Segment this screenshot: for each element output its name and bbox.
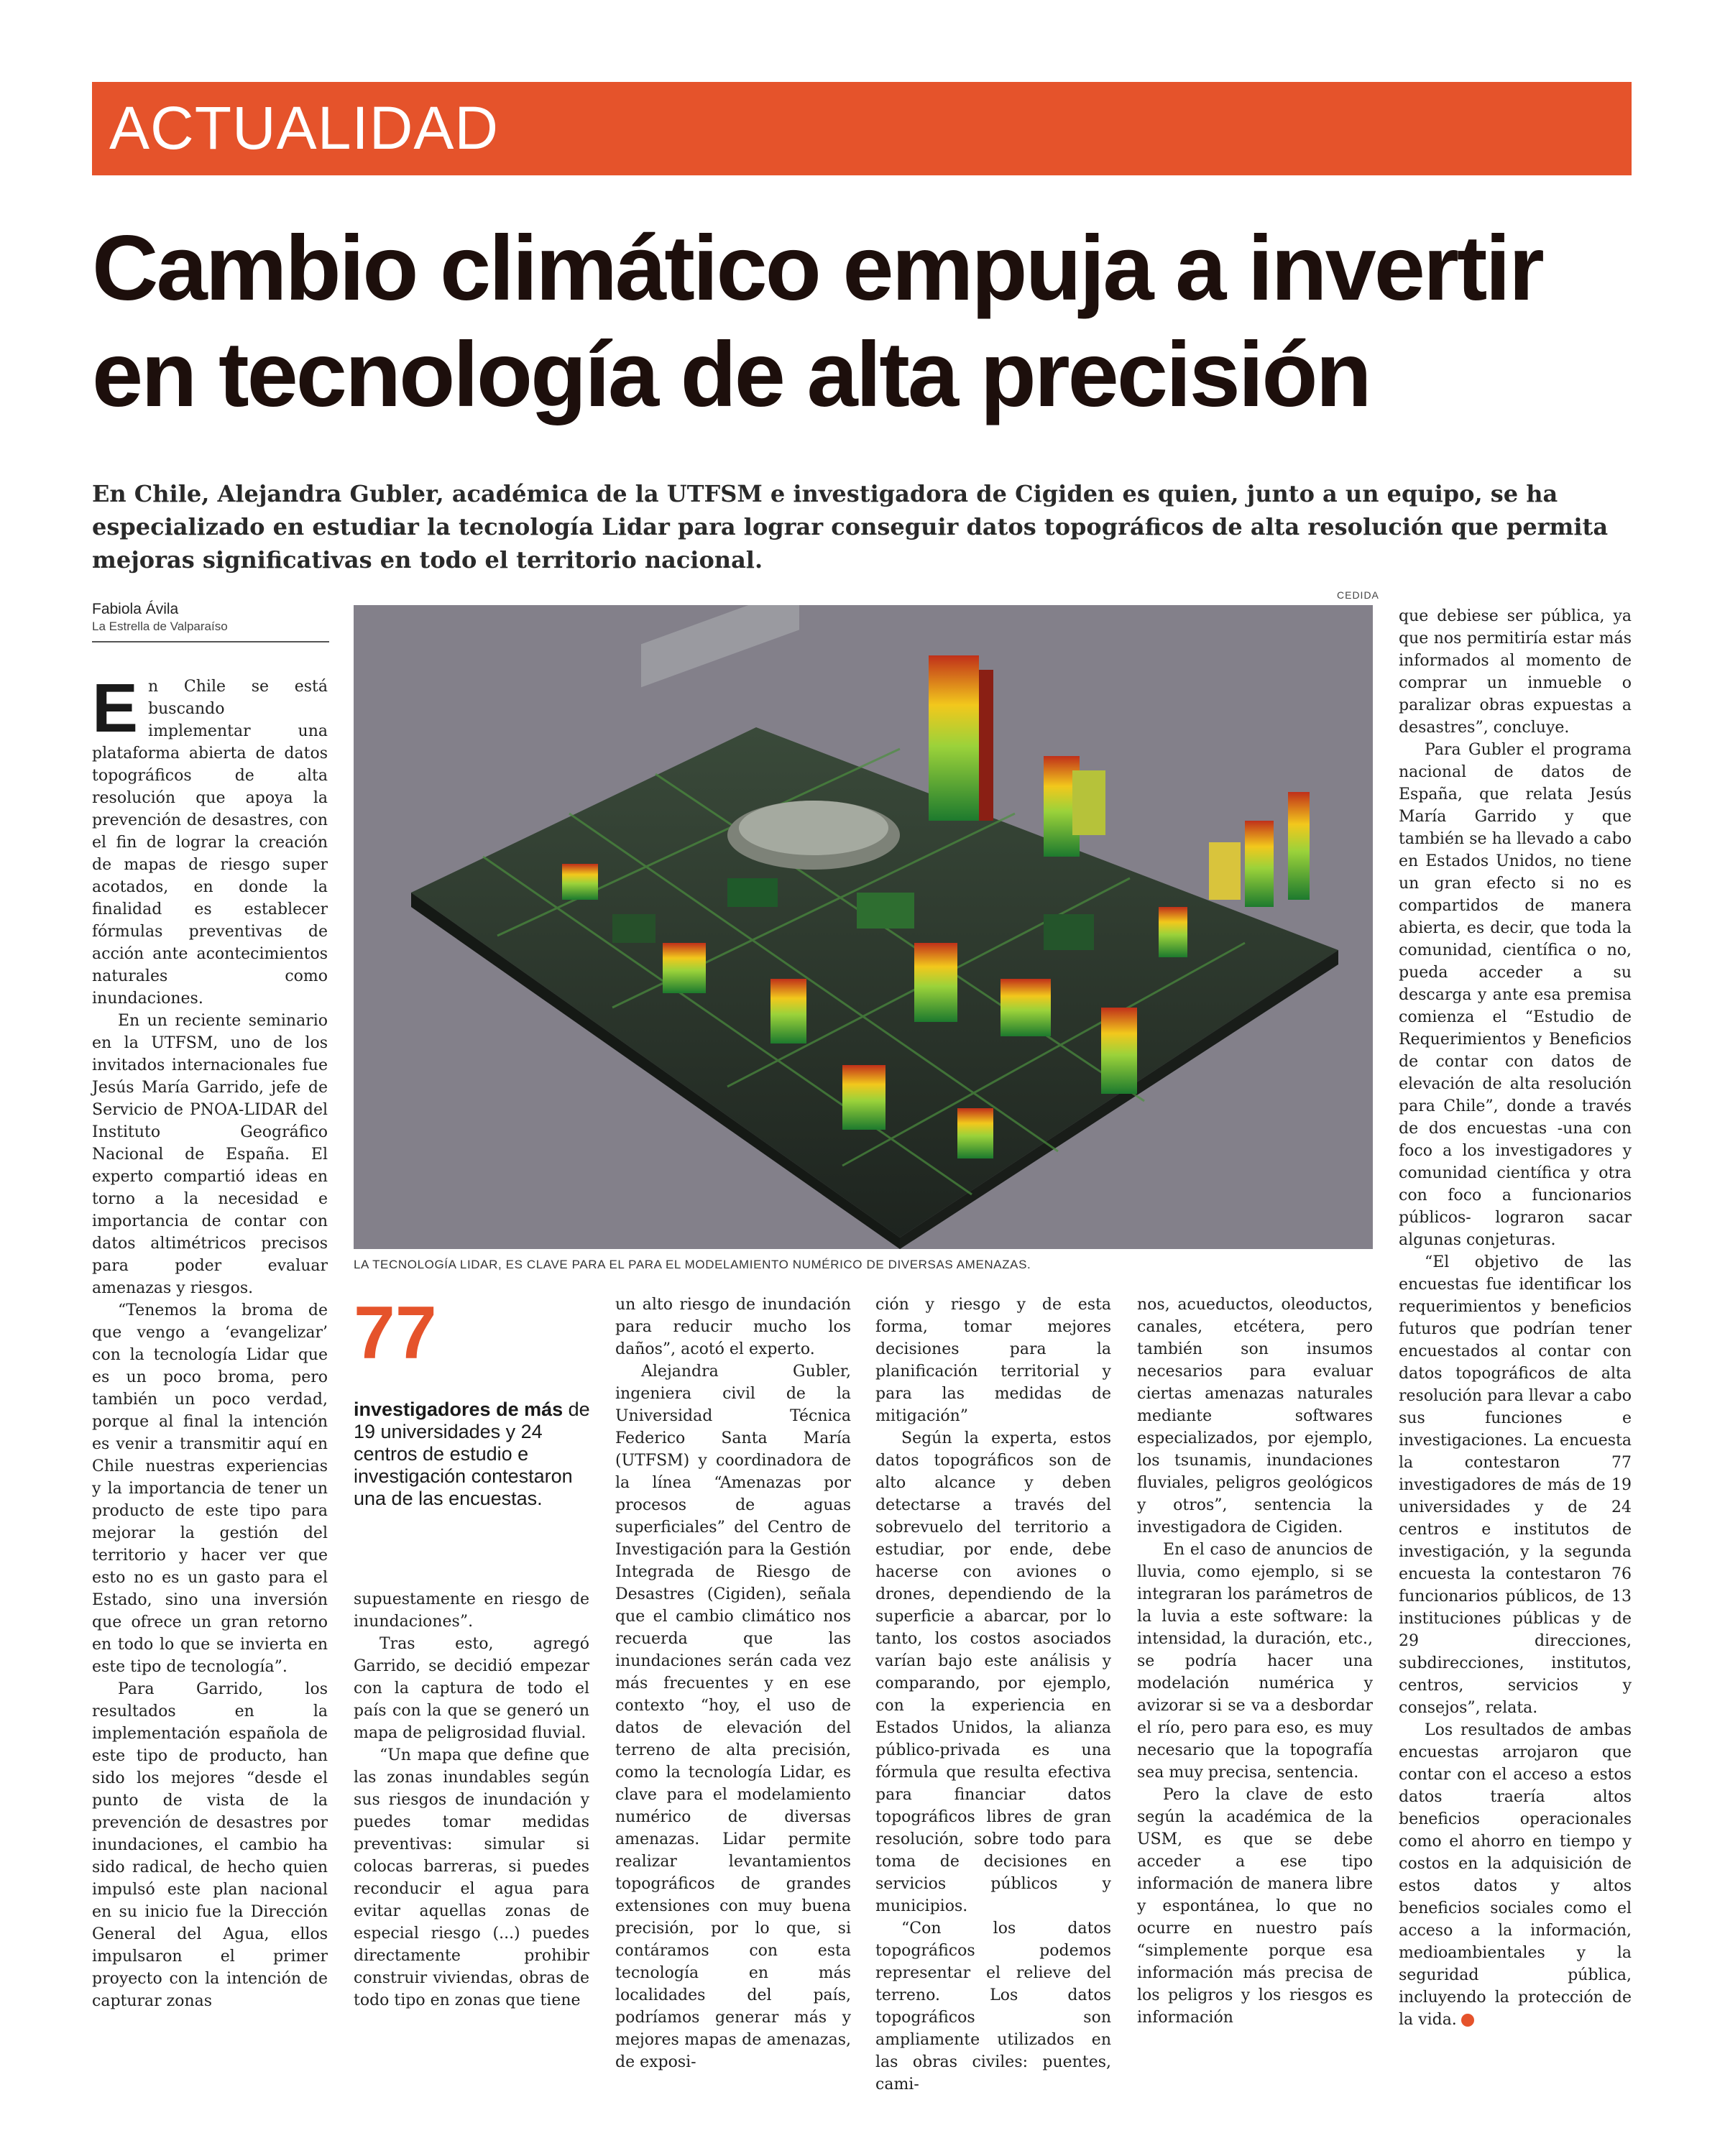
article-deck: En Chile, Alejandra Gubler, académica de la UTFSM e investigadora de Cigiden es quien, junto a un equipo, se ha especializado en estudiar la tecnología Lidar para lograr conseguir datos topográficos de alta resolución que permita mejoras significativas en todo el territorio nacional. [92, 480, 1609, 573]
article-column-5 [1137, 1294, 1373, 2063]
stat-bold-text: investigadores de más [354, 1399, 564, 1420]
body-paragraph: supuestamente en riesgo de inundaciones”. [354, 1590, 589, 1631]
body-paragraph: ción y riesgo y de esta forma, tomar mejores decisiones para la planificación territorial y para las medidas de mitigación” [875, 1296, 1111, 1425]
body-paragraph: “El objetivo de las encuestas fue identificar los requerimientos y beneficios futuros que podrían tener encuestados al contar con datos topográficos de alta resolución para llevar a cabo sus funciones e investigaciones. La encuesta la contestaron 77 investigadores de más de 19 universidades y de 24 centros e institutos de investigación, y la segunda encuesta la contestaron 76 funcionarios públicos, de 13 instituciones públicas y de 29 direcciones, subdirecciones, institutos, centros, servicios y consejos”, relata. [1399, 1253, 1632, 1717]
body-paragraph: un alto riesgo de inundación para reducir mucho los daños”, acotó el experto. [615, 1296, 851, 1358]
headline-line-2: en tecnología de alta precisión [92, 323, 1370, 426]
lidar-point-cloud-illustration [354, 605, 1373, 1249]
body-paragraph: “Un mapa que define que las zonas inundables según sus riesgos de inundación y puedes tomar medidas preventivas: simular si colocas barreras, si puedes reconducir el agua para evitar aquellas zonas de especial riesgo (...) puedes directamente prohibir construir viviendas, obras de todo tipo en zonas que tiene [354, 1746, 589, 2009]
body-paragraph: Según la experta, estos datos topográficos son de alto alcance y deben detectarse a través del sobrevuelo del territorio a estudiar, por ende, debe hacerse con aviones o drones, dependiendo de la superficie a abarcar, por lo tanto, los costos asociados varían bajo este análisis y comparando, por ejemplo, con la experiencia en Estados Unidos, la alianza público-privada es una fórmula que resulta efectiva para financiar datos topográficos libres de gran resolución, sobre todo para toma de decisiones en servicios públicos y municipios. [875, 1429, 1111, 1915]
body-paragraph: En Chile se está buscando implementar una plataforma abierta de datos topográficos de alta resolución que apoya la prevención de desastres, con el fin de lograr la creación de mapas de riesgo super acotados, en donde la finalidad es establecer fórmulas preventivas de acción ante acontecimientos naturales como inundaciones. [92, 670, 328, 1008]
article-column-1 [92, 670, 328, 2063]
body-paragraph: Para Garrido, los resultados en la implementación española de este tipo de producto, han sido los mejores “desde el punto de vista de la prevención de desastres por inundaciones, el cambio ha sido radical, de hecho quien impulsó este plan nacional en su inicio fue la Dirección General del Agua, ellos impulsaron el primer proyecto con la intención de capturar zonas [92, 1680, 328, 2010]
body-paragraph: nos, acueductos, oleoductos, canales, etcétera, pero también son insumos necesarios para evaluar ciertas amenazas naturales mediante softwares especializados, por ejemplo, los tsunamis, inundaciones fluviales, peligros geológicos y otros”, sentencia la investigadora de Cigiden. [1137, 1296, 1373, 1537]
byline-source: La Estrella de Valparaíso [92, 619, 228, 633]
body-paragraph: Alejandra Gubler, ingeniera civil de la Universidad Técnica Federico Santa María (UTFSM) y coordinadora de la línea “Amenazas por procesos de aguas superficiales” del Centro de Investigación para la Gestión Integrada de Riesgo de Desastres (Cigiden), señala que el cambio climático nos recuerda que las inundaciones serán cada vez más frecuentes y en ese contexto “hoy, el uso de datos de elevación del terreno de alta precisión, como la tecnología Lidar, es clave para el modelamiento numérico de diversas amenazas. Lidar permite realizar levantamientos topográficos de grandes extensiones con muy buena precisión, por lo que, si contáramos con esta tecnología en más localidades del país, podríamos generar más y mejores mapas de amenazas, de exposi- [615, 1363, 851, 2071]
stat-number: 77 [354, 1291, 437, 1375]
body-paragraph: En el caso de anuncios de lluvia, como ejemplo, si se integraran los parámetros de la luvia a este software: la intensidad, la duración, etc., se podría hacer una modelación numérica y avizorar si se va a desbordar el río, pero para eso, es muy necesario que la topografía sea muy precisa, sentencia. [1137, 1541, 1373, 1782]
article-column-4 [875, 1294, 1111, 2093]
body-paragraph: En un reciente seminario en la UTFSM, uno de los invitados internacionales fue Jesús María Garrido, jefe de Servicio de PNOA-LIDAR del Instituto Geográfico Nacional de España. El experto compartió ideas en torno a la necesidad e importancia de contar con datos altimétricos precisos para poder evaluar amenazas y riesgos. [92, 1012, 328, 1297]
body-paragraph: Pero la clave de esto según la académica de la USM, es que se debe acceder a ese tipo información de manera libre y espontánea, lo que no ocurre en nuestro país “simplemente porque esa información más precisa de los peligros y los riesgos es información [1137, 1786, 1373, 2027]
photo-credit: CEDIDA [1337, 589, 1379, 601]
body-paragraph: Los resultados de ambas encuestas arrojaron que contar con el acceso a estos datos traería altos beneficios operacionales como el ahorro en tiempo y costos en la adquisición de estos datos y altos beneficios sociales como el acceso a la información, medioambientales y la seguridad pública, incluyendo la protección de la vida. ✪ [1399, 1721, 1632, 2029]
body-paragraph: “Tenemos la broma de que vengo a ‘evangelizar’ con la tecnología Lidar que es un poco broma, pero también un poco verdad, porque al final la intención es venir a transmitir aquí en Chile nuestras experiencias y la importancia de tener un producto de este tipo para mejorar la gestión del territorio y hacer ver que esto no es un gasto para el Estado, sino una inversión que ofrece un gran retorno en todo lo que se invierta en este tipo de tecnología”. [92, 1302, 328, 1676]
body-paragraph: que debiese ser pública, ya que nos permitiría estar más informados al momento de comprar un inmueble o paralizar obras expuestas a desastres”, concluye. [1399, 607, 1632, 737]
section-label: ACTUALIDAD [109, 94, 500, 162]
article-column-2 [354, 1588, 589, 2063]
stat-rest-text: de 19 universidades y 24 centros de estudio e investigación contestaron una de las encuestas. [354, 1399, 590, 1509]
headline-line-1: Cambio climático empuja a invertir [92, 217, 1542, 320]
byline-author: Fabiola Ávila [92, 601, 179, 617]
end-of-article-icon: ✪ [1461, 2014, 1474, 2027]
headline [92, 216, 1637, 428]
byline [92, 601, 329, 642]
body-paragraph: Tras esto, agregó Garrido, se decidió empezar con la captura de todo el país con la que se generó un mapa de peligrosidad fluvial. [354, 1635, 589, 1742]
photo-caption: LA TECNOLOGÍA LIDAR, ES CLAVE PARA EL PARA EL MODELAMIENTO NUMÉRICO DE DIVERSAS AMENAZAS. [354, 1258, 1031, 1271]
article-column-3 [615, 1294, 851, 2071]
body-paragraph: “Con los datos topográficos podemos representar el relieve del terreno. Los datos topográficos son ampliamente utilizados en las obras civiles: puentes, cami- [875, 1920, 1111, 2093]
drop-cap: E [92, 670, 139, 747]
article-column-6 [1399, 605, 1632, 2064]
body-paragraph: Para Gubler el programa nacional de datos de España, que relata Jesús María Garrido y que también se ha llevado a cabo en Estados Unidos, no tiene un gran efecto si no es compartidos de manera abierta, es decir, que toda la comunidad, científica o no, pueda acceder a su descarga y ante esa premisa comienza el “Estudio de Requerimientos y Beneficios de contar con datos de elevación de alta resolución para Chile”, donde a través de dos encuestas -una con foco a los investigadores y comunidad científica y otra con foco a funcionarios públicos- lograron sacar algunas conjeturas. [1399, 741, 1632, 1249]
section-header-bar [92, 82, 1632, 175]
lidar-3d-city-image [354, 605, 1373, 1249]
stat-description [354, 1399, 591, 1510]
